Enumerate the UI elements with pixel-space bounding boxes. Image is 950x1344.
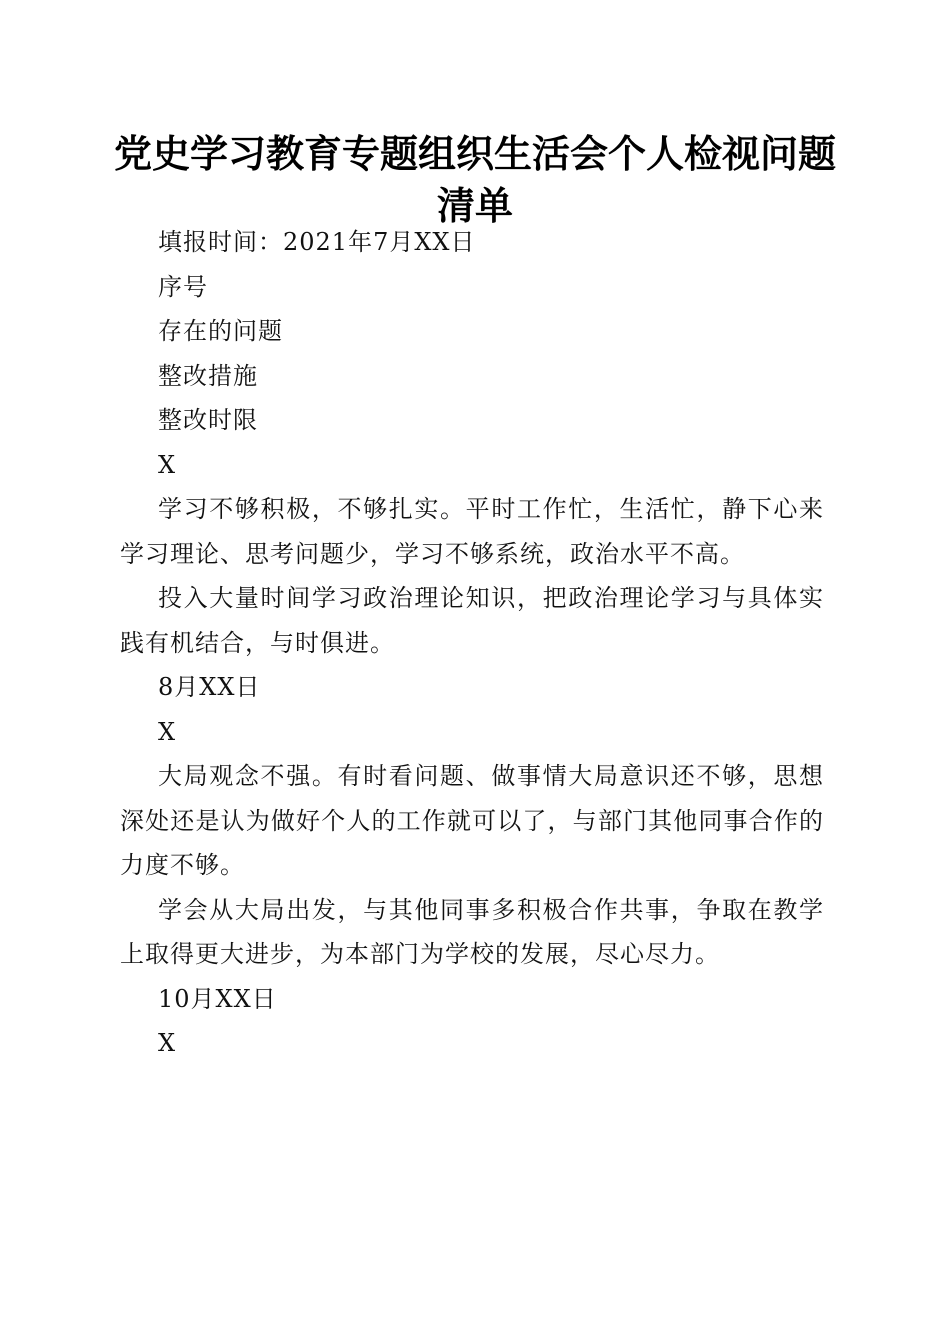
entry-2-number: X	[158, 717, 177, 746]
column-heading-problems: 存在的问题	[158, 317, 283, 345]
entry-2-measure: 学会从大局出发，与其他同事多积极合作共事，争取在教学上取得更大进步，为本部门为学校的发展，尽心尽力。	[120, 895, 824, 968]
entry-2-problem: 大局观念不强。有时看问题、做事情大局意识还不够，思想深处还是认为做好个人的工作就可以了，与部门其他同事合作的力度不够。	[120, 762, 824, 879]
entry-3-number: X	[158, 1029, 177, 1057]
entry-2-deadline: 10月XX日	[158, 984, 277, 1013]
column-heading-number: 序号	[158, 272, 208, 301]
document-title: 党史学习教育专题组织生活会个人检视问题清单	[113, 131, 836, 228]
entry-1-number: X	[158, 450, 177, 479]
entry-1-problem: 学习不够积极，不够扎实。平时工作忙，生活忙，静下心来学习理论、思考问题少，学习不够系统，政治水平不高。	[120, 495, 824, 568]
entry-1-measure: 投入大量时间学习政治理论知识，把政治理论学习与具体实践有机结合，与时俱进。	[120, 584, 824, 657]
column-heading-measures: 整改措施	[158, 361, 258, 390]
entry-1-deadline: 8月XX日	[158, 673, 261, 701]
column-heading-deadline: 整改时限	[158, 406, 258, 434]
document-body	[120, 220, 824, 1066]
fill-date-line: 填报时间：2021年7月XX日	[158, 228, 476, 256]
